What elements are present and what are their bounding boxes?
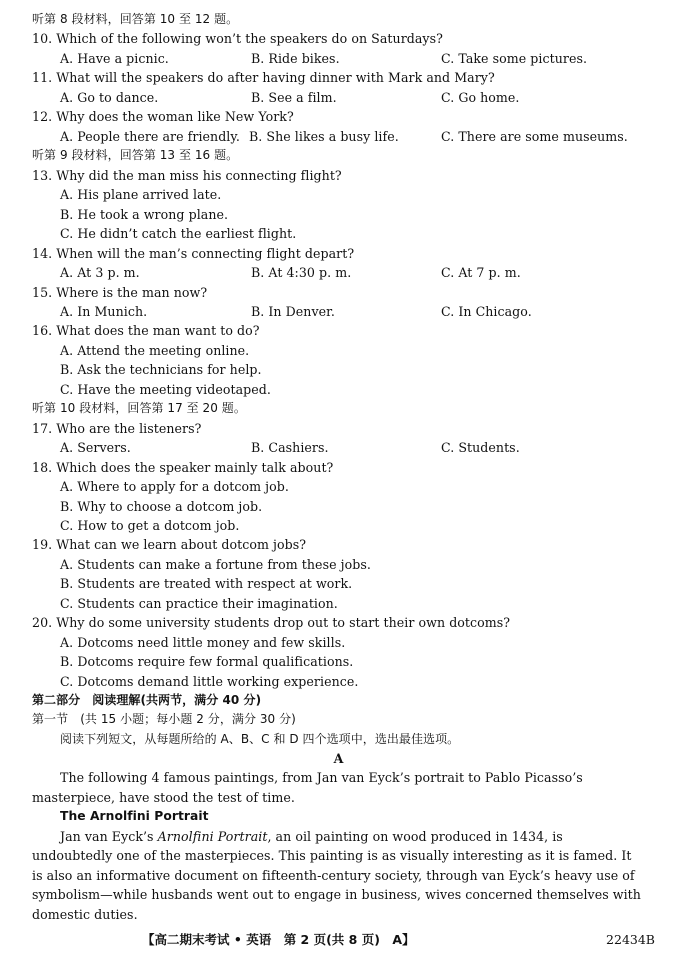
option-b: B. Cashiers. bbox=[251, 440, 329, 455]
paragraph-line-3: is also an informative document on fifteenth-century society, through van Eyck’s heavy use of bbox=[32, 868, 635, 883]
option-c: C. Dotcoms demand little working experience. bbox=[60, 674, 359, 689]
listening-section-header: 听第 10 段材料，回答第 17 至 20 题。 bbox=[32, 401, 246, 415]
question-19: 19. What can we learn about dotcom jobs? bbox=[32, 537, 307, 552]
option-a: A. Servers. bbox=[60, 440, 131, 455]
option-a: A. Dotcoms need little money and few skills. bbox=[60, 635, 346, 650]
painting-title: Arnolfini Portrait bbox=[157, 829, 268, 844]
subtitle: The Arnolfini Portrait bbox=[60, 809, 209, 823]
option-b: B. He took a wrong plane. bbox=[60, 207, 229, 222]
question-15: 15. Where is the man now? bbox=[32, 285, 208, 300]
option-c: C. Students can practice their imagination. bbox=[60, 596, 338, 611]
option-b: B. Dotcoms require few formal qualifications. bbox=[60, 654, 354, 669]
question-12: 12. Why does the woman like New York? bbox=[32, 109, 294, 124]
question-16: 16. What does the man want to do? bbox=[32, 323, 260, 338]
option-a: A. In Munich. bbox=[60, 304, 148, 319]
footer-code: 22434B bbox=[606, 932, 655, 947]
listening-section-header: 听第 8 段材料，回答第 10 至 12 题。 bbox=[32, 12, 239, 26]
page-footer bbox=[0, 930, 677, 950]
option-c: C. In Chicago. bbox=[441, 304, 532, 319]
option-c: C. There are some museums. bbox=[441, 129, 628, 144]
p1-post: , an oil painting on wood produced in 1434, is bbox=[267, 829, 563, 844]
option-a: A. At 3 p. m. bbox=[60, 265, 140, 280]
option-b: B. Ask the technicians for help. bbox=[60, 362, 262, 377]
option-b: B. Ride bikes. bbox=[251, 51, 340, 66]
question-20: 20. Why do some university students drop out to start their own dotcoms? bbox=[32, 615, 511, 630]
listening-section-header: 听第 9 段材料，回答第 13 至 16 题。 bbox=[32, 148, 239, 162]
option-b: B. See a film. bbox=[251, 90, 337, 105]
option-c: C. At 7 p. m. bbox=[441, 265, 521, 280]
section-one-title: 第一节 (共 15 小题；每小题 2 分，满分 30 分) bbox=[32, 712, 296, 726]
paragraph-line-4: symbolism—while husbands went out to engage in business, wives concerned themselves with bbox=[32, 887, 641, 902]
option-a: A. Attend the meeting online. bbox=[60, 343, 250, 358]
option-b: B. Why to choose a dotcom job. bbox=[60, 499, 263, 514]
footer-label: 【高二期末考试 • 英语 第 2 页(共 8 页) A】 bbox=[142, 932, 415, 947]
option-b: B. Students are treated with respect at work. bbox=[60, 576, 353, 591]
intro-line-2: masterpiece, have stood the test of time. bbox=[32, 790, 295, 805]
paragraph-line-1 bbox=[60, 827, 563, 846]
option-a: A. Students can make a fortune from these jobs. bbox=[60, 557, 371, 572]
question-13: 13. Why did the man miss his connecting flight? bbox=[32, 168, 342, 183]
paragraph-line-5: domestic duties. bbox=[32, 907, 138, 922]
option-b: B. In Denver. bbox=[251, 304, 335, 319]
option-c: C. How to get a dotcom job. bbox=[60, 518, 240, 533]
option-a: A. People there are friendly. bbox=[60, 129, 240, 144]
question-10: 10. Which of the following won’t the speakers do on Saturdays? bbox=[32, 31, 443, 46]
part-two-title: 第二部分 阅读理解(共两节，满分 40 分) bbox=[32, 693, 262, 707]
option-a: A. Where to apply for a dotcom job. bbox=[60, 479, 289, 494]
option-c: C. Students. bbox=[441, 440, 520, 455]
question-11: 11. What will the speakers do after having dinner with Mark and Mary? bbox=[32, 70, 495, 85]
p1-pre: Jan van Eyck’s bbox=[60, 829, 158, 844]
question-18: 18. Which does the speaker mainly talk about? bbox=[32, 460, 334, 475]
passage-letter: A bbox=[333, 751, 344, 766]
option-c: C. Take some pictures. bbox=[441, 51, 588, 66]
option-a: A. Have a picnic. bbox=[60, 51, 169, 66]
option-c: C. Go home. bbox=[441, 90, 520, 105]
question-17: 17. Who are the listeners? bbox=[32, 421, 202, 436]
option-b: B. She likes a busy life. bbox=[249, 129, 399, 144]
reading-instructions: 阅读下列短文，从每题所给的 A、B、C 和 D 四个选项中，选出最佳选项。 bbox=[60, 732, 460, 746]
paragraph-line-2: undoubtedly one of the masterpieces. This painting is as visually interesting as it is famed. It bbox=[32, 848, 632, 863]
option-c: C. He didn’t catch the earliest flight. bbox=[60, 226, 297, 241]
option-c: C. Have the meeting videotaped. bbox=[60, 382, 271, 397]
question-14: 14. When will the man’s connecting flight depart? bbox=[32, 246, 355, 261]
intro-line-1: The following 4 famous paintings, from Jan van Eyck’s portrait to Pablo Picasso’s bbox=[60, 770, 583, 785]
option-b: B. At 4:30 p. m. bbox=[251, 265, 352, 280]
option-a: A. His plane arrived late. bbox=[60, 187, 222, 202]
option-a: A. Go to dance. bbox=[60, 90, 159, 105]
